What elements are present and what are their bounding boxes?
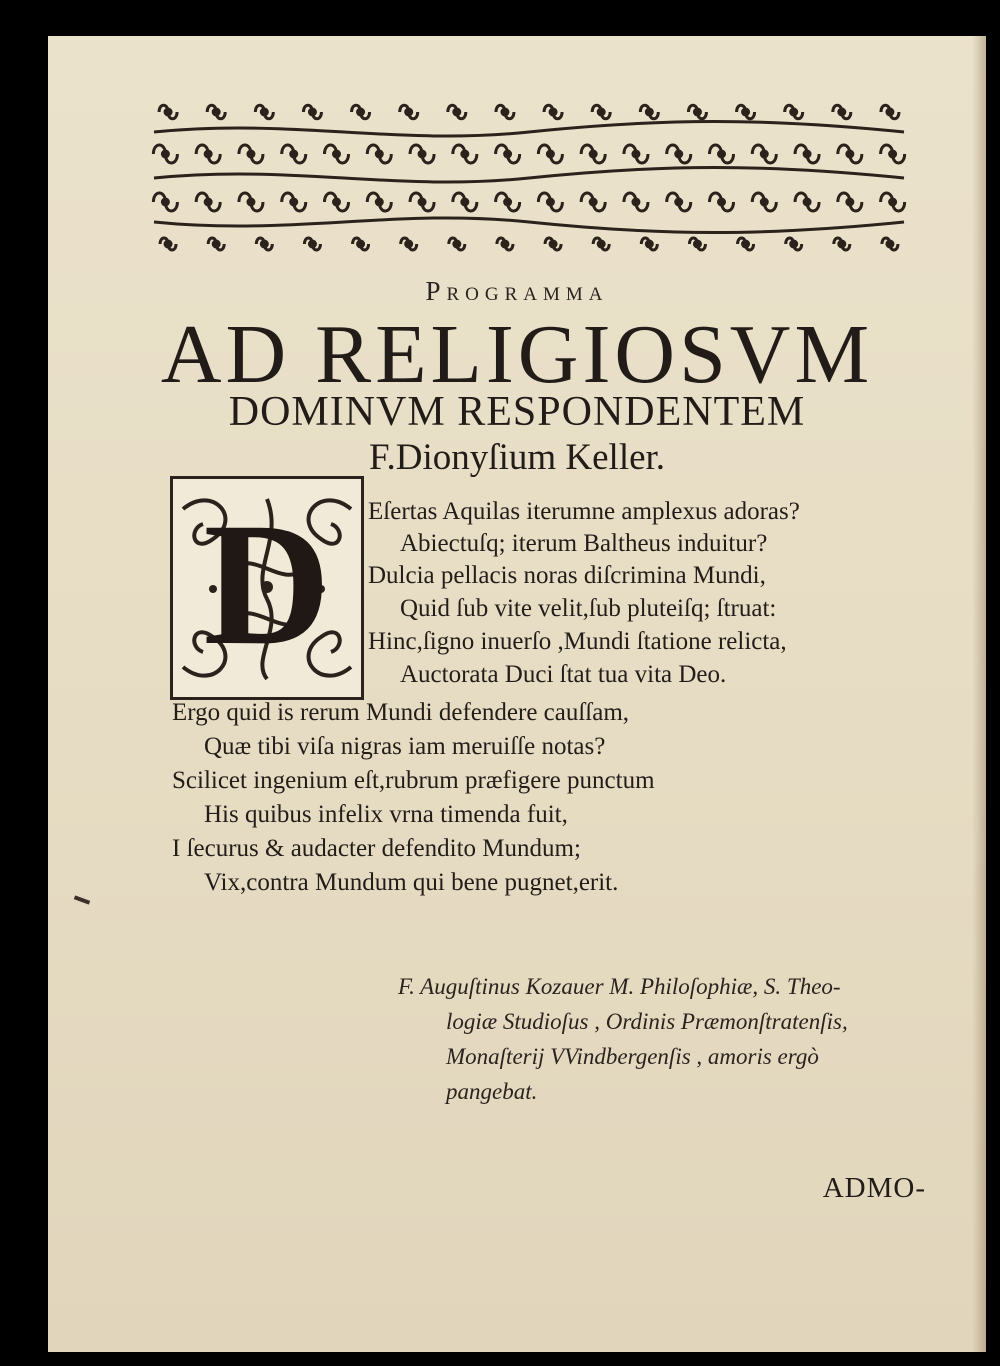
page-title: AD RELIGIOSVM <box>160 308 874 401</box>
programma-label: Programma <box>425 276 609 306</box>
poem-line: Abiectuſq; iterum Baltheus induitur? <box>400 530 768 557</box>
page-gutter-shadow <box>972 36 986 1352</box>
signature-line: pangebat. <box>446 1079 538 1104</box>
catchword: ADMO- <box>822 1172 926 1204</box>
headpiece-ornament-icon <box>144 92 914 262</box>
poem-line: Scilicet ingenium eſt,rubrum præfigere punctum <box>172 767 655 794</box>
ornamental-initial-icon <box>170 476 364 700</box>
poem-line: Quæ tibi viſa nigras iam meruiſſe notas? <box>204 733 606 760</box>
poem-line: Dulcia pellacis noras diſcrimina Mundi, <box>368 562 766 589</box>
signature-line: logiæ Studioſus , Ordinis Præmonſtratenſis, <box>446 1009 848 1034</box>
signature-line: F. Auguſtinus Kozauer M. Philoſophiæ, S. Theo- <box>398 974 841 999</box>
poem-line: Hinc,ſigno inuerſo ,Mundi ſtatione relicta, <box>368 628 787 655</box>
dedicatee-name: F.Dionyſium Keller. <box>368 437 666 478</box>
margin-mark <box>74 895 90 904</box>
poem-line: Vix,contra Mundum qui bene pugnet,erit. <box>204 869 619 896</box>
book-page <box>48 36 986 1352</box>
poem-line: Auctorata Duci ſtat tua vita Deo. <box>400 661 727 688</box>
initial-letter: D <box>203 487 331 682</box>
poem-line: I ſecurus & audacter defendito Mundum; <box>172 835 581 862</box>
poem-line: Ergo quid is rerum Mundi defendere cauſſam, <box>172 699 630 726</box>
poem-line: Quid ſub vite velit,ſub pluteiſq; ſtruat: <box>400 595 777 622</box>
poem-line: His quibus infelix vrna timenda fuit, <box>204 801 568 828</box>
signature-line: Monaſterij VVindbergenſis , amoris ergò <box>446 1044 819 1069</box>
poem-line: Eſertas Aquilas iterumne amplexus adoras? <box>368 498 800 525</box>
page-subtitle: DOMINVM RESPONDENTEM <box>228 389 806 435</box>
